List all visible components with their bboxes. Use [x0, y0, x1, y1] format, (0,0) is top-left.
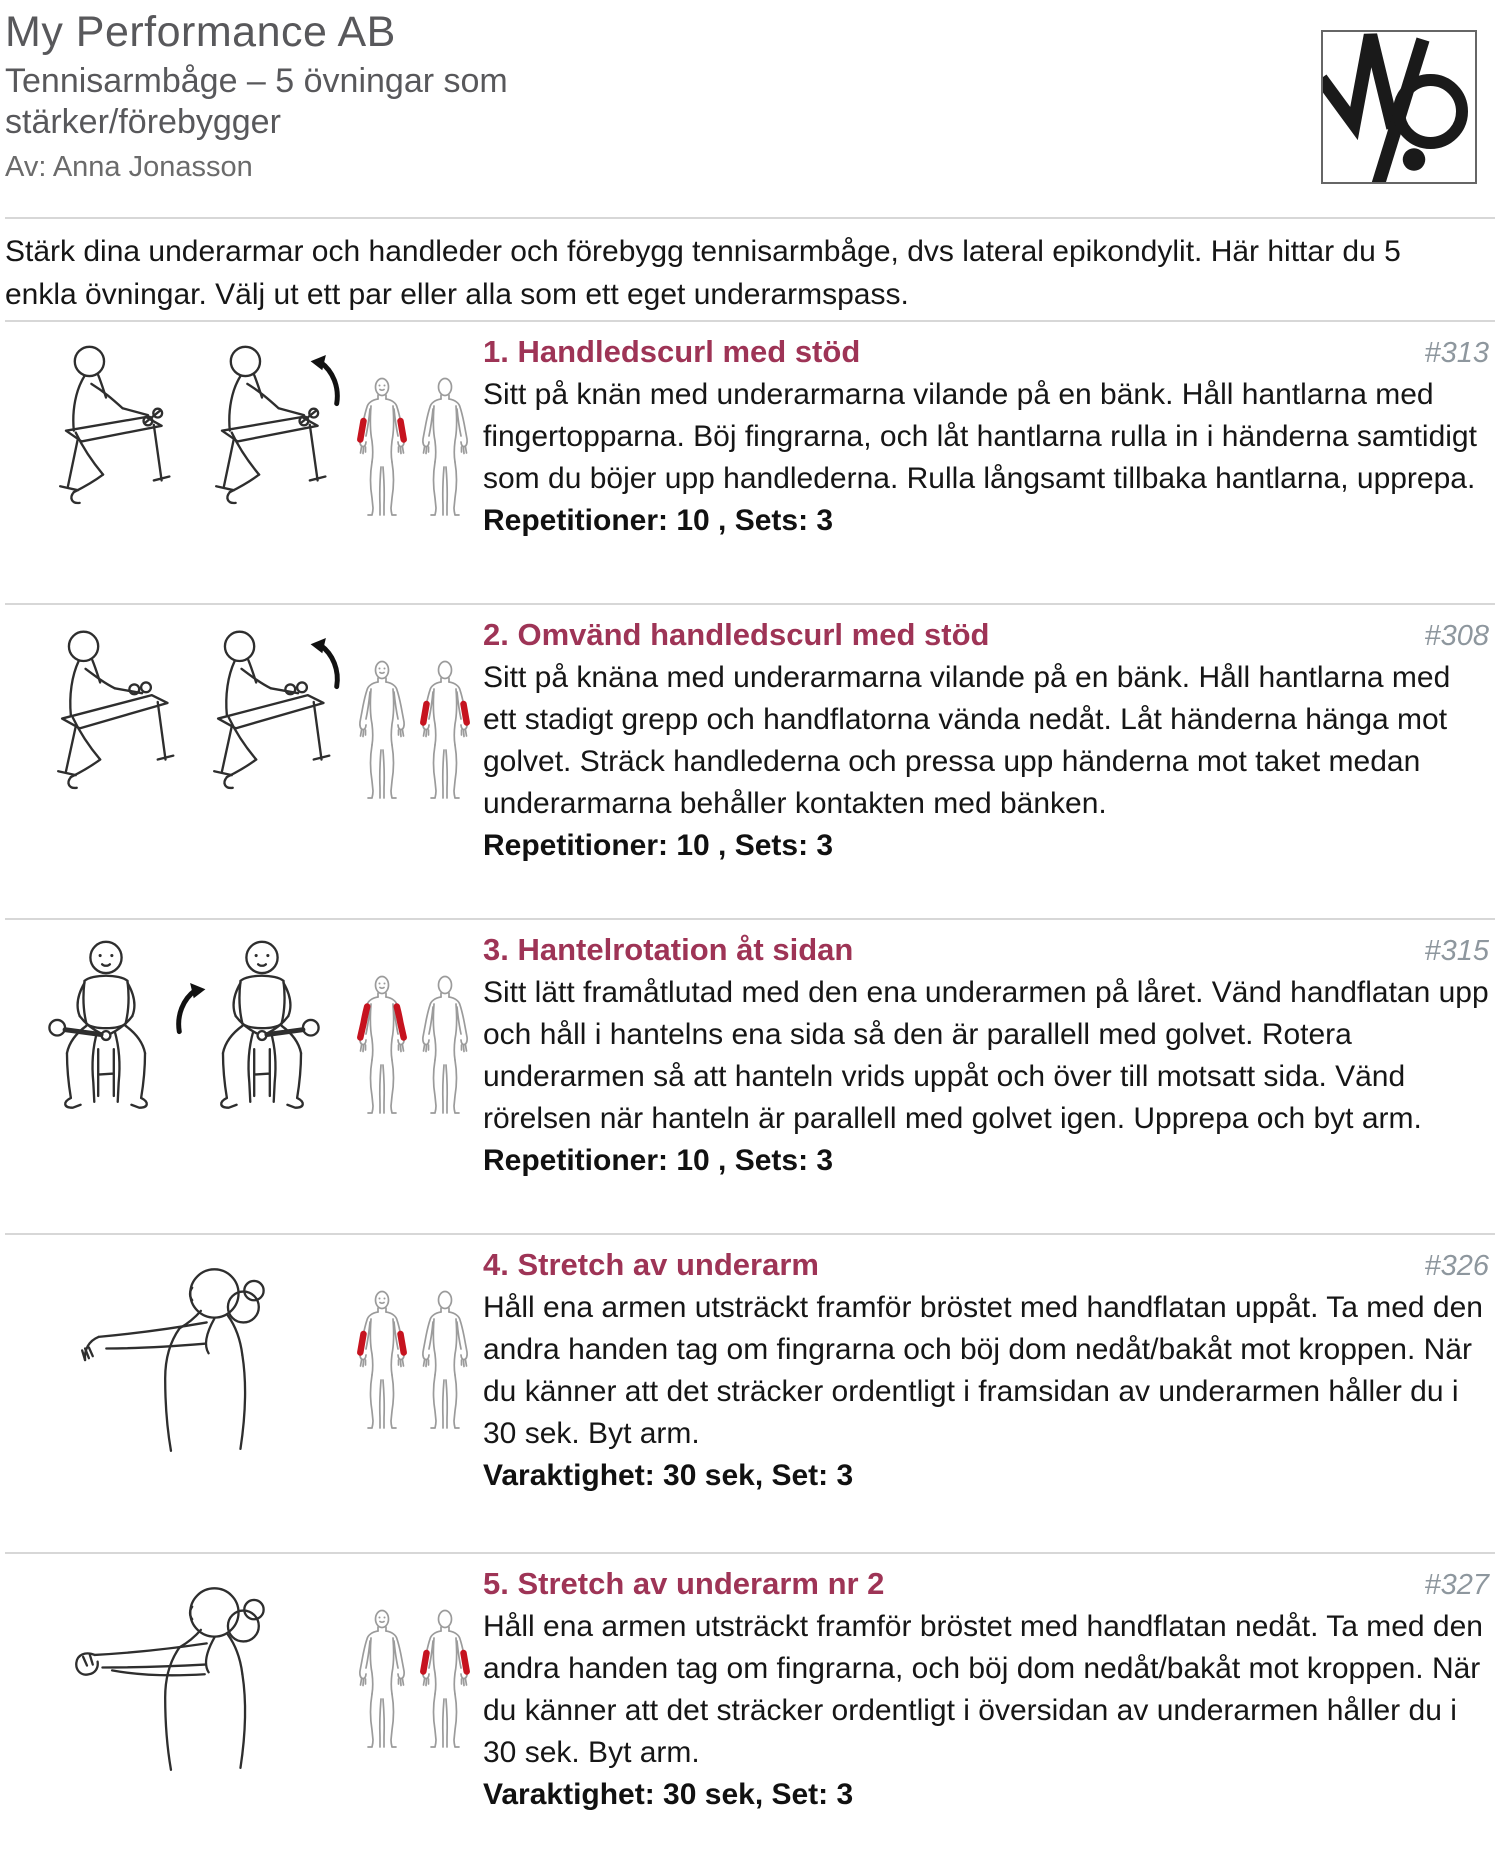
exercise-ref-number: #326 — [1424, 1250, 1489, 1282]
figure-bench-b — [187, 621, 337, 821]
forearm-stretch-drawing — [31, 1570, 309, 1792]
exercise-illustration — [5, 930, 483, 1233]
exercise-title: 1. Handledscurl med stöd — [483, 334, 861, 369]
exercise-drawing — [31, 621, 337, 821]
muscle-highlight-chart — [349, 972, 475, 1118]
forearm-stretch-drawing — [31, 1251, 309, 1473]
highlighted-forearm — [423, 1653, 426, 1672]
my-monogram-icon — [1323, 32, 1475, 182]
exercise-metrics: Repetitioner: 10 , Sets: 3 — [483, 504, 834, 537]
exercise-metrics: Varaktighet: 30 sek, Set: 3 — [483, 1778, 854, 1811]
exercise-illustration — [5, 332, 483, 603]
exercise-ref-number: #315 — [1424, 935, 1489, 967]
exercise-content — [483, 615, 1495, 918]
exercise-metrics: Repetitioner: 10 , Sets: 3 — [483, 1144, 834, 1177]
highlighted-forearm — [423, 704, 426, 723]
exercise-drawing — [31, 338, 337, 538]
exercise-illustration — [5, 615, 483, 918]
kneeling-wrist-curl-drawing — [187, 338, 337, 538]
program-title: Tennisarmbåge – 5 övningar som stärker/förebygger — [5, 62, 508, 141]
exercise-title: 4. Stretch av underarm — [483, 1247, 819, 1282]
company-logo — [1321, 30, 1477, 184]
exercise-description: Sitt lätt framåtlutad med den ena underarmen på låret. Vänd handflatan upp och håll i hantelns ena sida så den är parallell med golvet. Rotera underarmen så att hanteln vrids uppåt och över till motsatt sida. Vänd rörelsen när hanteln är parallell med golvet igen. Upprepa och byt arm. — [483, 976, 1489, 1135]
seated-dumbbell-rotation-drawing — [31, 936, 181, 1136]
figure-stretch-a — [31, 1251, 309, 1473]
highlighted-forearm — [360, 1334, 363, 1353]
muscle-chart — [349, 374, 475, 520]
exercise-row — [5, 1552, 1495, 1858]
kneeling-wrist-curl-drawing — [31, 338, 181, 538]
author-line: Av: Anna Jonasson — [5, 150, 253, 183]
exercise-ref-number: #327 — [1424, 1569, 1489, 1601]
exercise-drawing — [31, 1251, 309, 1473]
figure-bench-b — [31, 621, 181, 821]
document-page — [0, 8, 1500, 1858]
highlighted-forearm — [401, 1334, 404, 1353]
exercise-title: 3. Hantelrotation åt sidan — [483, 932, 854, 967]
muscle-highlight-chart — [349, 657, 475, 803]
exercise-description: Sitt på knäna med underarmarna vilande på en bänk. Håll hantlarna med ett stadigt grepp och handflatorna vända nedåt. Låt händerna hänga mot golvet. Sträck handlederna och pressa upp händerna mot taket medan underarmarna behåller kontakten med bänken. — [483, 661, 1451, 820]
intro-paragraph: Stärk dina underarmar och handleder och förebygg tennisarmbåge, dvs lateral epikondylit. Här hittar du 5 enkla övningar. Välj ut ett par eller alla som ett eget underarmspass. — [5, 235, 1401, 311]
exercise-list — [5, 320, 1495, 1858]
figure-stretch-b — [31, 1570, 309, 1792]
exercise-ref-number: #313 — [1424, 337, 1489, 369]
exercise-ref-number: #308 — [1424, 620, 1489, 652]
exercise-content — [483, 930, 1495, 1233]
figure-stool-a — [31, 936, 181, 1136]
exercise-row — [5, 603, 1495, 918]
exercise-metrics: Repetitioner: 10 , Sets: 3 — [483, 829, 834, 862]
exercise-drawing — [31, 936, 337, 1136]
highlighted-forearm — [401, 421, 404, 440]
muscle-highlight-chart — [349, 1287, 475, 1433]
exercise-content — [483, 332, 1495, 603]
exercise-illustration — [5, 1245, 483, 1552]
exercise-row — [5, 320, 1495, 603]
muscle-highlight-chart — [349, 1606, 475, 1752]
exercise-row — [5, 918, 1495, 1233]
exercise-drawing — [31, 1570, 309, 1792]
reverse-wrist-curl-drawing — [31, 621, 181, 821]
muscle-chart — [349, 972, 475, 1118]
highlighted-forearm — [360, 421, 363, 440]
reverse-wrist-curl-drawing — [187, 621, 337, 821]
highlighted-forearm — [464, 1653, 467, 1672]
exercise-row — [5, 1233, 1495, 1552]
muscle-chart — [349, 1606, 475, 1752]
exercise-content — [483, 1564, 1495, 1858]
muscle-chart — [349, 657, 475, 803]
exercise-illustration — [5, 1564, 483, 1858]
exercise-description: Håll ena armen utsträckt framför bröstet med handflatan nedåt. Ta med den andra handen tag om fingrarna, och böj dom nedåt/bakåt mot kroppen. När du känner att det sträcker ordentligt i översidan av underarmen håller du i 30 sek. Byt arm. — [483, 1610, 1483, 1769]
muscle-highlight-chart — [349, 374, 475, 520]
exercise-metrics: Varaktighet: 30 sek, Set: 3 — [483, 1459, 854, 1492]
exercise-description: Håll ena armen utsträckt framför bröstet med handflatan uppåt. Ta med den andra handen tag om fingrarna och böj dom nedåt/bakåt mot kroppen. När du känner att det sträcker ordentligt i framsidan av underarmen håller du i 30 sek. Byt arm. — [483, 1291, 1483, 1450]
figure-stool-b — [187, 936, 337, 1136]
exercise-title: 2. Omvänd handledscurl med stöd — [483, 617, 990, 652]
exercise-title: 5. Stretch av underarm nr 2 — [483, 1566, 885, 1601]
company-name: My Performance AB — [5, 8, 396, 56]
figure-bench-a — [187, 338, 337, 538]
figure-bench-a — [31, 338, 181, 538]
muscle-chart — [349, 1287, 475, 1433]
exercise-content — [483, 1245, 1495, 1552]
exercise-description: Sitt på knän med underarmarna vilande på en bänk. Håll hantlarna med fingertopparna. Böj fingrarna, och låt hantlarna rulla in i händerna samtidigt som du böjer upp handlederna. Rulla långsamt tillbaka hantlarna, upprepa. — [483, 378, 1477, 495]
highlighted-forearm — [464, 704, 467, 723]
document-header — [5, 8, 1495, 219]
seated-dumbbell-rotation-drawing — [187, 936, 337, 1136]
